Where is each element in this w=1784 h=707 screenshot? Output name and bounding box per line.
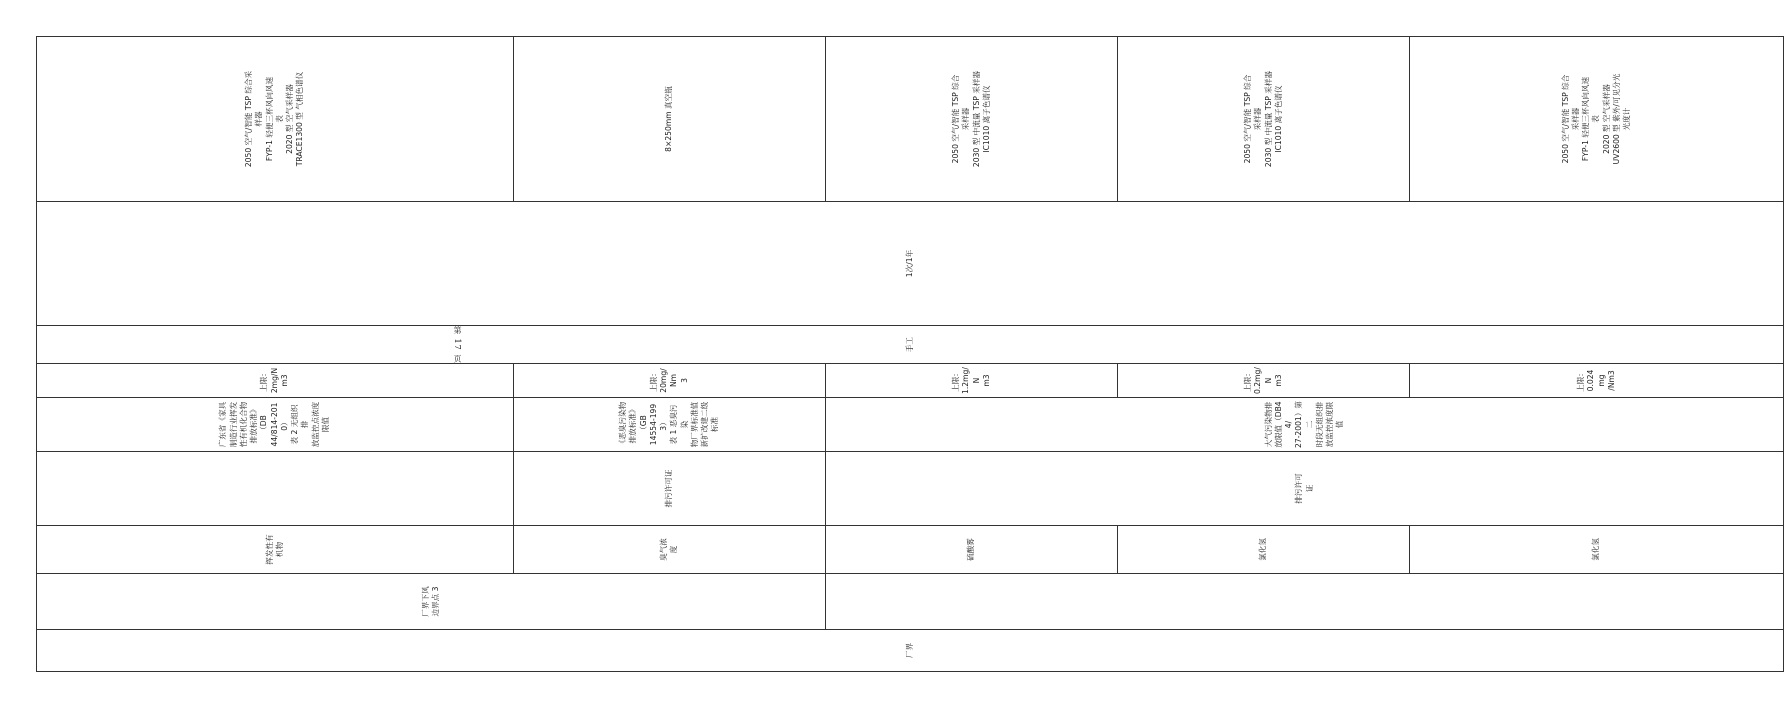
cell-pollutant-vocs: 挥发性有 机物 (37, 526, 514, 574)
cell-equipment-odor: 8×250mm 真空瓶 (513, 37, 826, 202)
cell-standard-gas: 大气污染物排 放限值（DB44/ 27-2001）第二 时段无组织排 放监控浓度限 值 (826, 398, 1784, 452)
monitoring-table (36, 36, 1784, 672)
cell-limit-sulfuric: 上限： 1.2mg/N m3 (826, 364, 1118, 398)
rotated-table-wrapper (36, 37, 1632, 672)
cell-standard-vocs: 广东省《家具 制造行业挥发 性有机化合物 排放标准》 （DB 44/814-2010） 表 2 无组织排 放监控点浓度 限值 (37, 398, 514, 452)
cell-pollutant-odor: 臭气浓 度 (513, 526, 826, 574)
cell-empty-location (826, 574, 1784, 630)
cell-pollutant-hcl: 氯化氢 (1118, 526, 1410, 574)
cell-method-manual: 手工 (37, 326, 1784, 364)
cell-permit-odor: 排污许可证 (513, 452, 826, 526)
cell-limit-odor: 上限： 20mg/Nm 3 (513, 364, 826, 398)
cell-standard-odor: 《恶臭污染物 排放标准》 （GB 14554-1993） 表 1 恶臭污染 物厂界标准值 新扩改建二级 标准 (513, 398, 826, 452)
cell-location-boundary: 厂界 (37, 630, 1784, 672)
cell-location-downwind: 厂界下风 边界点 3 (37, 574, 826, 630)
cell-permit-gas: 排污许可 证 (826, 452, 1784, 526)
cell-equipment-vocs: 2050 空气/智能 TSP 综合采 样器 FYP-1 轻便三杯风向风速 表 2020 型 空气采样器 TRACE1300 型 气相色谱仪 (37, 37, 514, 202)
cell-limit-hcl: 上限： 0.2mg/N m3 (1118, 364, 1410, 398)
cell-pollutant-sulfuric: 硫酸雾 (826, 526, 1118, 574)
cell-equipment-chlorine: 2050 空气/智能 TSP 综合 采样器 FYP-1 轻便三杯风向风速 表 2020 型 空气采样器 UV2600 型 紫外/可见分光 光度计 (1410, 37, 1784, 202)
cell-limit-vocs: 上限： 2mg/Nm3 (37, 364, 514, 398)
table-row (37, 37, 514, 672)
cell-permit-vocs (37, 452, 514, 526)
cell-equipment-hcl: 2050 空气/智能 TSP 综合 采样器 2030 型 中流量 TSP 采样器 IC1010 离子色谱仪 (1118, 37, 1410, 202)
cell-pollutant-chlorine: 氯化氢 (1410, 526, 1784, 574)
cell-limit-chlorine: 上限： 0.024mg /Nm3 (1410, 364, 1784, 398)
page-number: 第 17 页 (453, 326, 462, 364)
cell-frequency: 1次/1年 (37, 202, 1784, 326)
cell-equipment-sulfuric: 2050 空气/智能 TSP 综合 采样器 2030 型 中流量 TSP 采样器 IC1010 离子色谱仪 (826, 37, 1118, 202)
